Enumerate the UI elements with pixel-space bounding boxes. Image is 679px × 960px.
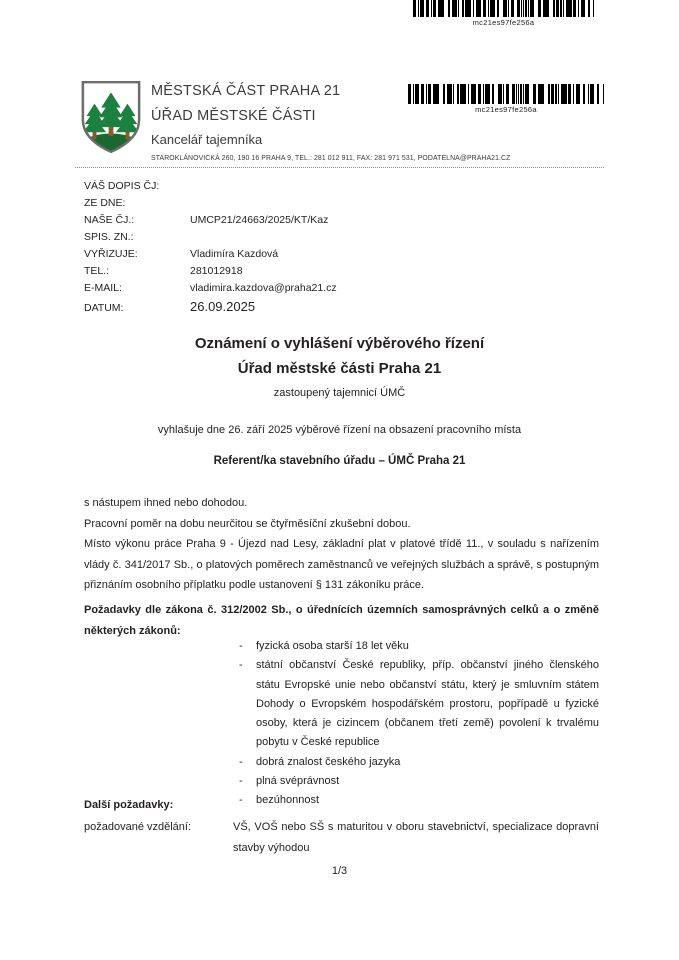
dash-bullet: -: [239, 775, 243, 788]
barcode-header-image: [408, 84, 604, 104]
reference-block: [84, 180, 504, 316]
meta-value: UMCP21/24663/2025/KT/Kaz: [190, 214, 329, 226]
education-requirement-row: [84, 817, 599, 858]
education-label: požadované vzdělání:: [84, 821, 192, 833]
requirements-heading: Požadavky dle zákona č. 312/2002 Sb., o úřednících územních samosprávných celků a o změně některých zákonů:: [84, 604, 599, 637]
document-title: [0, 331, 679, 399]
org-department: Kancelář tajemníka: [151, 132, 263, 147]
meta-value: 281012918: [190, 265, 243, 277]
meta-label: ZE DNE:: [84, 197, 126, 209]
meta-row-ze-dne: [84, 197, 504, 214]
list-item: [239, 772, 599, 791]
barcode-header-label: mc21es97fe256a: [475, 105, 537, 114]
meta-row-vas-dopis: [84, 180, 504, 197]
list-item: [239, 791, 599, 810]
dash-bullet: -: [239, 659, 243, 672]
coat-of-arms-icon: [80, 79, 142, 155]
requirement-text: plná svéprávnost: [256, 775, 340, 788]
requirement-text: fyzická osoba starší 18 let věku: [256, 640, 409, 652]
title-subtitle: zastoupený tajemnicí ÚMČ: [273, 387, 406, 399]
meta-label: SPIS. ZN.:: [84, 231, 134, 243]
list-item: [239, 753, 599, 772]
education-value: VŠ, VOŠ nebo SŠ s maturitou v oboru stavebnictví, specializace dopravní stavby výhodou: [233, 821, 599, 854]
meta-row-email: [84, 282, 504, 299]
barcode-top-image: [413, 0, 594, 17]
dash-bullet: -: [239, 794, 243, 807]
meta-row-spis-zn: [84, 231, 504, 248]
body-par2: Pracovní poměr na dobu neurčitou se čtyřměsíční zkušební dobou.: [84, 517, 411, 530]
meta-value: Vladimíra Kazdová: [190, 248, 279, 260]
body-par1: s nástupem ihned nebo dohodou.: [84, 497, 248, 509]
body-paragraphs: [84, 493, 599, 596]
list-item: [239, 656, 599, 752]
meta-label: E-MAIL:: [84, 282, 122, 294]
dash-bullet: -: [239, 755, 243, 768]
meta-value-date: 26.09.2025: [190, 299, 256, 314]
requirement-text: dobrá znalost českého jazyka: [256, 755, 401, 768]
meta-row-nase-cj: [84, 214, 504, 231]
header-divider: [75, 167, 604, 168]
meta-label: TEL.:: [84, 265, 110, 277]
meta-label: VÁŠ DOPIS ČJ:: [84, 180, 160, 192]
meta-label: NAŠE ČJ.:: [84, 214, 135, 226]
requirement-text: bezúhonnost: [256, 794, 319, 807]
meta-row-tel: [84, 265, 504, 282]
org-name-line1: MĚSTSKÁ ČÁST PRAHA 21: [151, 83, 341, 99]
meta-value-email: vladimira.kazdova@praha21.cz: [190, 282, 337, 294]
dash-bullet: -: [239, 640, 243, 652]
position-title: Referent/ka stavebního úřadu – ÚMČ Praha 21: [213, 455, 466, 467]
body-par3: Místo výkonu práce Praha 9 - Újezd nad Lesy, základní plat v platové třídě 11., v souladu s nařízením vlády č. 341/2017 Sb., o platových poměrech zaměstnanců ve veřejných službách a správě, s postupným přiznáním osobního příplatku podle ustanovení § 131 zákoníku práce.: [84, 538, 599, 591]
announcement-intro: vyhlašuje dne 26. září 2025 výběrové řízení na obsazení pracovního místa: [157, 424, 522, 436]
meta-row-datum: [84, 299, 504, 316]
list-item: [239, 637, 599, 656]
requirements-list: [239, 637, 599, 811]
barcode-top-label: mc21es97fe256a: [472, 18, 535, 27]
meta-label: DATUM:: [84, 302, 124, 314]
meta-row-vyrizuje: [84, 248, 504, 265]
title-line1: Oznámení o vyhlášení výběrového řízení: [194, 335, 485, 352]
barcode-top: [413, 0, 594, 27]
other-requirements-heading: Další požadavky:: [84, 799, 174, 811]
org-address-line: STAROKLÁNOVICKÁ 260, 190 16 PRAHA 9, TEL.: 281 012 911, FAX: 281 971 531, PODATELNA@PRAHA21.CZ: [151, 155, 511, 162]
barcode-header: [408, 84, 604, 114]
meta-label: VYŘIZUJE:: [84, 248, 138, 260]
page-number: 1/3: [331, 865, 348, 877]
praha21-coat-of-arms-logo: [80, 79, 142, 160]
org-name-line2: ÚŘAD MĚSTSKÉ ČÁSTI: [151, 108, 316, 124]
requirement-text: státní občanství České republiky, příp. občanství jiného členského státu Evropské unie nebo občanství státu, který je smluvním státem Dohody o Evropském hospodářském prostoru, popřípadě u fyzické osoby, která je cizincem (občanem třetí země) povolení k trvalému pobytu v České republice: [256, 659, 599, 749]
title-line2: Úřad městské části Praha 21: [237, 360, 442, 377]
